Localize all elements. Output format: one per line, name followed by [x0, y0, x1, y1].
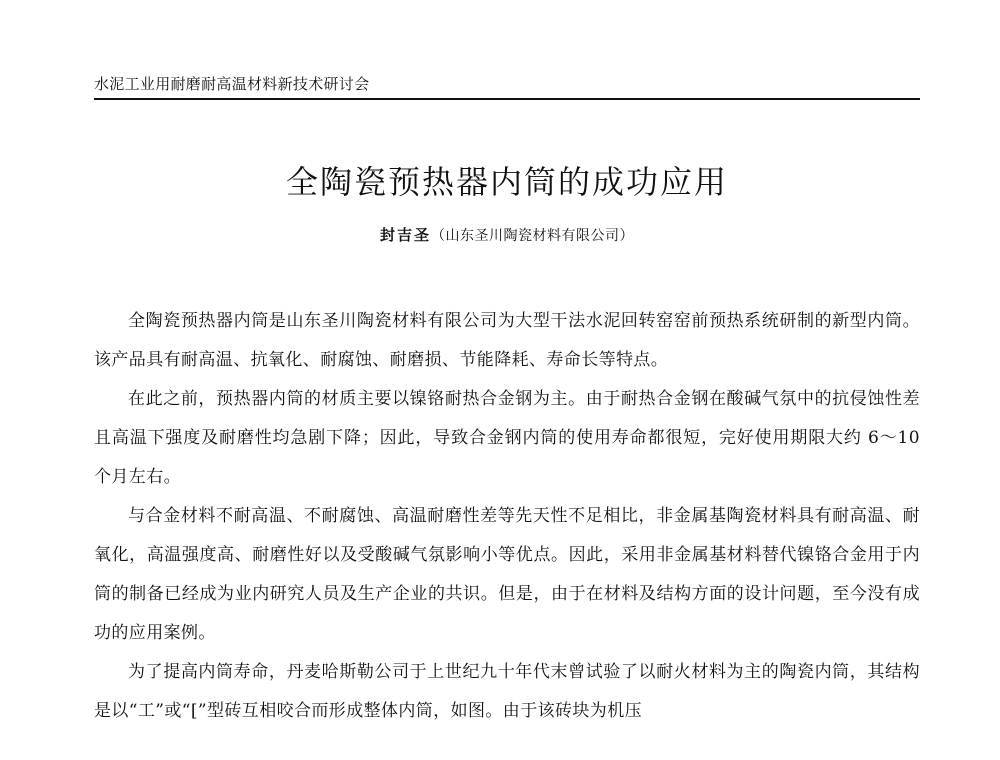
- paragraph: 为了提高内筒寿命，丹麦哈斯勒公司于上世纪九十年代末曾试验了以耐火材料为主的陶瓷内筒，其结构是以“工”或“[”型砖互相咬合而形成整体内筒，如图。由于该砖块为机压: [94, 662, 920, 721]
- running-header: 水泥工业用耐磨耐高温材料新技术研讨会: [94, 75, 370, 93]
- article-body: [94, 302, 920, 731]
- author-name: 封吉圣: [379, 226, 431, 244]
- byline: [94, 224, 920, 247]
- article-title: 全陶瓷预热器内筒的成功应用: [285, 163, 728, 201]
- paragraph: 在此之前，预热器内筒的材质主要以镍铬耐热合金钢为主。由于耐热合金钢在酸碱气氛中的抗侵蚀性差且高温下强度及耐磨性均急剧下降；因此，导致合金钢内筒的使用寿命都很短，完好使用期限大约 6～10 个月左右。: [94, 389, 920, 487]
- header-rule: [94, 98, 920, 100]
- paragraph: 全陶瓷预热器内筒是山东圣川陶瓷材料有限公司为大型干法水泥回转窑窑前预热系统研制的新型内筒。该产品具有耐高温、抗氧化、耐腐蚀、耐磨损、节能降耗、寿命长等特点。: [94, 311, 920, 370]
- paragraph: 与合金材料不耐高温、不耐腐蚀、高温耐磨性差等先天性不足相比，非金属基陶瓷材料具有耐高温、耐氧化，高温强度高、耐磨性好以及受酸碱气氛影响小等优点。因此，采用非金属基材料替代镍铬合金用于内筒的制备已经成为业内研究人员及生产企业的共识。但是，由于在材料及结构方面的设计问题，至今没有成功的应用案例。: [94, 506, 920, 643]
- author-affiliation: （山东圣川陶瓷材料有限公司）: [431, 228, 634, 244]
